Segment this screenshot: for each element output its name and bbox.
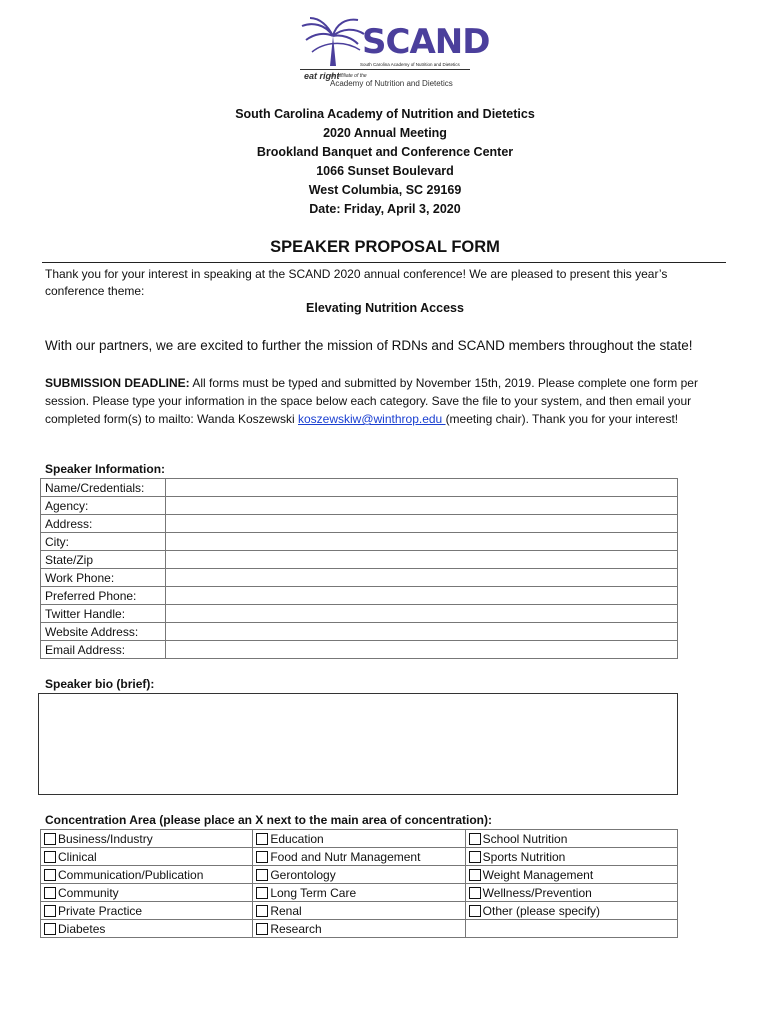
option-cell: [253, 902, 465, 920]
option-cell: [41, 830, 253, 848]
option-cell: [465, 848, 677, 866]
option-label: Research: [270, 921, 322, 936]
logo-academy: Academy of Nutrition and Dietetics: [330, 79, 453, 88]
checkbox[interactable]: [256, 887, 268, 899]
option-label: School Nutrition: [482, 831, 568, 846]
table-row: [41, 587, 678, 605]
field-label: State/Zip: [41, 551, 166, 569]
table-row: [41, 551, 678, 569]
logo-divider: [300, 69, 470, 70]
table-row: [41, 623, 678, 641]
header-line: 1066 Sunset Boulevard: [316, 164, 454, 178]
field-label: Preferred Phone:: [41, 587, 166, 605]
scand-logo: [300, 16, 490, 90]
mission-text: With our partners, we are excited to further the mission of RDNs and SCAND members throughout the state!: [45, 338, 693, 353]
logo-subline: South Carolina Academy of Nutrition and Dietetics: [360, 62, 460, 67]
option-cell: [41, 902, 253, 920]
option-cell: [41, 848, 253, 866]
option-label: Food and Nutr Management: [270, 849, 421, 864]
checkbox[interactable]: [44, 905, 56, 917]
preferred-phone-field[interactable]: [166, 587, 678, 605]
option-cell: [465, 884, 677, 902]
field-label: Agency:: [41, 497, 166, 515]
concentration-heading: Concentration Area (please place an X next to the main area of concentration):: [45, 813, 492, 827]
checkbox[interactable]: [469, 851, 481, 863]
option-label: Sports Nutrition: [482, 849, 566, 864]
option-label: Gerontology: [270, 867, 336, 882]
intro-text: Thank you for your interest in speaking at the SCAND 2020 annual conference! We are pleased to present this year’s conference theme:: [45, 267, 668, 298]
website-address-field[interactable]: [166, 623, 678, 641]
checkbox[interactable]: [256, 905, 268, 917]
field-label: Work Phone:: [41, 569, 166, 587]
speaker-bio-heading: Speaker bio (brief):: [45, 677, 155, 691]
table-row: [41, 533, 678, 551]
field-label: Address:: [41, 515, 166, 533]
option-label: Education: [270, 831, 324, 846]
title-divider: [42, 262, 726, 263]
form-title: SPEAKER PROPOSAL FORM: [270, 238, 500, 256]
submission-deadline: [45, 374, 725, 428]
email-address-field[interactable]: [166, 641, 678, 659]
checkbox[interactable]: [469, 887, 481, 899]
table-row: [41, 848, 678, 866]
option-label: Community: [58, 885, 119, 900]
option-label: Renal: [270, 903, 302, 918]
option-label: Weight Management: [482, 867, 594, 882]
checkbox[interactable]: [469, 869, 481, 881]
agency-field[interactable]: [166, 497, 678, 515]
checkbox[interactable]: [256, 869, 268, 881]
header-line: Date: Friday, April 3, 2020: [309, 202, 461, 216]
option-cell: [465, 866, 677, 884]
logo-name: SCAND: [362, 22, 490, 62]
checkbox[interactable]: [469, 905, 481, 917]
checkbox[interactable]: [256, 923, 268, 935]
option-cell: [253, 884, 465, 902]
header-line: South Carolina Academy of Nutrition and Dietetics: [235, 107, 535, 121]
speaker-info-heading: Speaker Information:: [45, 462, 166, 476]
checkbox[interactable]: [44, 923, 56, 935]
speaker-bio-field[interactable]: [38, 693, 678, 795]
checkbox[interactable]: [256, 851, 268, 863]
checkbox[interactable]: [44, 869, 56, 881]
option-cell: [41, 884, 253, 902]
table-row: [41, 569, 678, 587]
option-label: Private Practice: [58, 903, 143, 918]
table-row: [41, 866, 678, 884]
header-line: West Columbia, SC 29169: [308, 183, 462, 197]
checkbox[interactable]: [469, 833, 481, 845]
deadline-label: SUBMISSION DEADLINE:: [45, 376, 190, 390]
deadline-text: All forms must be typed and submitted by November 15th, 2019. Please complete one form per session. Please type your information in the space below each category. Save the file to your system, and then email your completed form(s) to mailto: Wanda Koszewski: [45, 376, 698, 426]
concentration-table: [40, 829, 678, 938]
option-cell: [41, 866, 253, 884]
table-row: [41, 830, 678, 848]
header-line: Brookland Banquet and Conference Center: [256, 145, 514, 159]
table-row: [41, 497, 678, 515]
field-label: Twitter Handle:: [41, 605, 166, 623]
table-row: [41, 884, 678, 902]
checkbox[interactable]: [44, 833, 56, 845]
eatright-logo: eat right: [304, 71, 340, 81]
field-label: Website Address:: [41, 623, 166, 641]
conference-theme: Elevating Nutrition Access: [306, 301, 464, 315]
option-label: Business/Industry: [58, 831, 153, 846]
option-cell: [41, 920, 253, 938]
state-zip-field[interactable]: [166, 551, 678, 569]
option-label: Diabetes: [58, 921, 106, 936]
address-field[interactable]: [166, 515, 678, 533]
city-field[interactable]: [166, 533, 678, 551]
field-label: City:: [41, 533, 166, 551]
empty-cell: [465, 920, 677, 938]
twitter-handle-field[interactable]: [166, 605, 678, 623]
work-phone-field[interactable]: [166, 569, 678, 587]
table-row: [41, 605, 678, 623]
option-cell: [465, 902, 677, 920]
option-label: Wellness/Prevention: [482, 885, 592, 900]
table-row: [41, 515, 678, 533]
option-label: Clinical: [58, 849, 97, 864]
table-row: [41, 479, 678, 497]
option-cell: [253, 848, 465, 866]
deadline-after: (meeting chair). Thank you for your interest!: [445, 412, 679, 426]
chair-email-link[interactable]: koszewskiw@winthrop.edu: [297, 412, 446, 426]
checkbox[interactable]: [256, 833, 268, 845]
option-cell: [253, 830, 465, 848]
option-label: Other (please specify): [482, 903, 601, 918]
logo-affiliate: an affiliate of the: [330, 73, 367, 79]
option-cell: [253, 866, 465, 884]
checkbox[interactable]: [44, 887, 56, 899]
name-credentials-field[interactable]: [166, 479, 678, 497]
palmetto-tree-icon: [300, 16, 366, 70]
checkbox[interactable]: [44, 851, 56, 863]
field-label: Email Address:: [41, 641, 166, 659]
event-header: [0, 105, 770, 219]
option-cell: [253, 920, 465, 938]
header-line: 2020 Annual Meeting: [323, 126, 447, 140]
option-cell: [465, 830, 677, 848]
speaker-info-table: [40, 478, 678, 659]
field-label: Name/Credentials:: [41, 479, 166, 497]
table-row: [41, 641, 678, 659]
option-label: Long Term Care: [270, 885, 357, 900]
table-row: [41, 902, 678, 920]
table-row: [41, 920, 678, 938]
option-label: Communication/Publication: [58, 867, 204, 882]
